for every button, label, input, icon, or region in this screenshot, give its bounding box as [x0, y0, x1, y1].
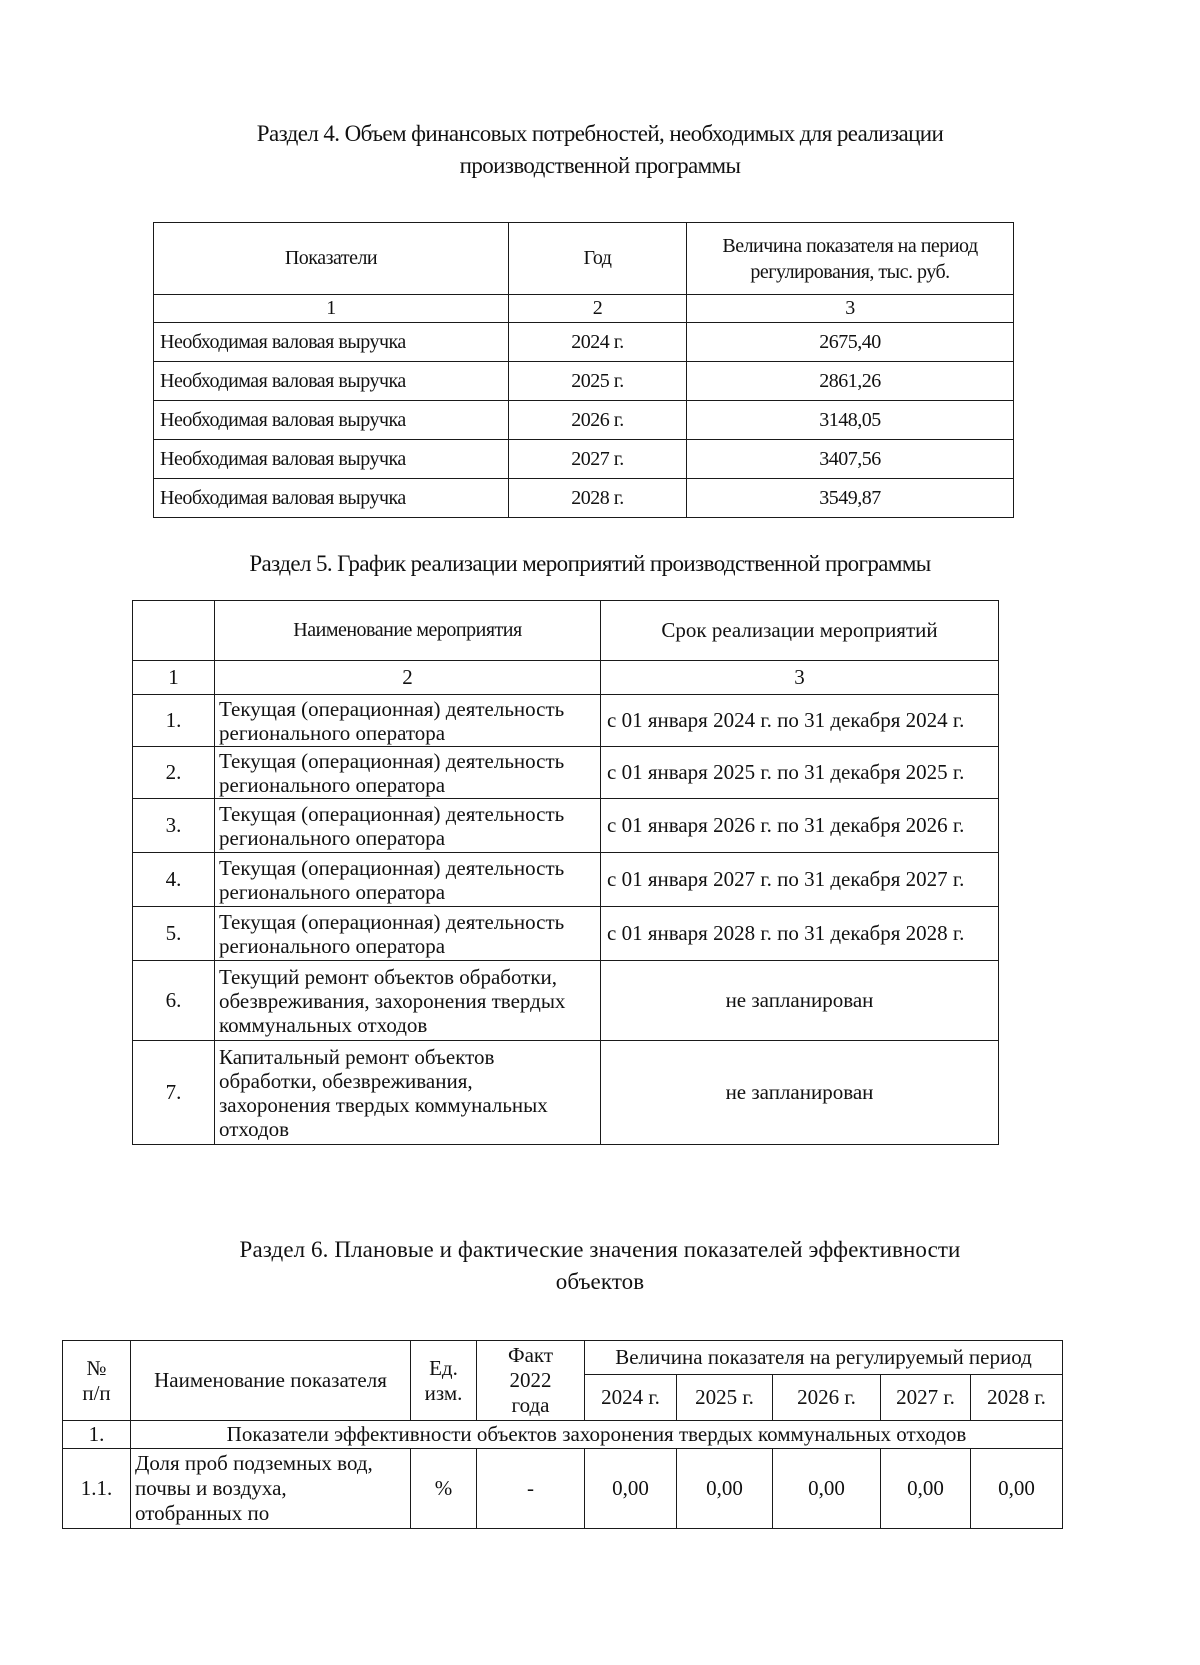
activity-name-line: обезвреживания, захоронения твердых [219, 988, 566, 1013]
table-row [154, 479, 1014, 518]
value-cell: 3549,87 [687, 479, 1014, 518]
year-cell: 2024 г. [509, 323, 687, 362]
value-cell: 3407,56 [687, 440, 1014, 479]
header-num [63, 1341, 131, 1421]
activity-term: не запланирован [601, 961, 999, 1041]
row-number: 4. [133, 853, 215, 907]
col-number: 2 [509, 295, 687, 323]
indicator-cell: Необходимая валовая выручка [154, 323, 509, 362]
header-unit-line: Ед. [429, 1355, 458, 1380]
section4-title-line1: Раздел 4. Объем финансовых потребностей, необходимых для реализации [256, 121, 944, 146]
header-fact [477, 1341, 585, 1421]
header-value [687, 223, 1014, 295]
fact-cell: - [477, 1449, 585, 1529]
year-cell: 2026 г. [509, 401, 687, 440]
value-cell: 2675,40 [687, 323, 1014, 362]
header-num [133, 601, 215, 661]
col-number: 2 [215, 661, 601, 695]
header-value-line1: Величина показателя на период [722, 234, 978, 257]
activity-name-line: Текущий ремонт объектов обработки, [219, 964, 558, 989]
table-row [154, 362, 1014, 401]
efficiency-indicators-table [62, 1340, 1063, 1529]
indicator-name [131, 1449, 411, 1529]
activity-name-line: регионального оператора [219, 720, 446, 745]
activity-name [215, 799, 601, 853]
table-header-row [154, 223, 1014, 295]
activity-name-line: регионального оператора [219, 879, 446, 904]
section6-title-line2: объектов [555, 1269, 645, 1294]
header-value-line2: регулирования, тыс. руб. [750, 260, 950, 283]
group-number: 1. [63, 1421, 131, 1449]
value-cell: 0,00 [677, 1449, 773, 1529]
indicator-cell: Необходимая валовая выручка [154, 440, 509, 479]
table-row [133, 1041, 999, 1145]
table-row [154, 440, 1014, 479]
column-number-row [154, 295, 1014, 323]
activity-name-line: захоронения твердых коммунальных [219, 1092, 548, 1117]
schedule-table [132, 600, 999, 1145]
activity-name-line: Текущая (операционная) деятельность [219, 801, 565, 826]
row-number: 1. [133, 695, 215, 747]
header-fact-line: 2022 [509, 1368, 552, 1392]
row-number: 3. [133, 799, 215, 853]
header-fact-line: года [511, 1393, 550, 1417]
table-row [154, 401, 1014, 440]
activity-term: с 01 января 2027 г. по 31 декабря 2027 г. [601, 853, 999, 907]
header-term: Срок реализации мероприятий [601, 601, 999, 661]
activity-name-line: Текущая (операционная) деятельность [219, 855, 565, 880]
activity-name [215, 961, 601, 1041]
activity-name [215, 1041, 601, 1145]
activity-name-line: Текущая (операционная) деятельность [219, 748, 565, 773]
header-num-line: п/п [82, 1380, 111, 1405]
header-num-line: № [86, 1355, 107, 1380]
year-cell: 2028 г. [509, 479, 687, 518]
table-row [154, 323, 1014, 362]
value-cell: 2861,26 [687, 362, 1014, 401]
group-row [63, 1421, 1063, 1449]
indicator-cell: Необходимая валовая выручка [154, 362, 509, 401]
col-number: 1 [154, 295, 509, 323]
col-number: 3 [687, 295, 1014, 323]
activity-term: с 01 января 2024 г. по 31 декабря 2024 г. [601, 695, 999, 747]
indicator-name-line: Доля проб подземных вод, [135, 1451, 373, 1475]
year-cell: 2027 г. [509, 440, 687, 479]
section6-title [130, 1234, 1070, 1298]
group-label: Показатели эффективности объектов захоронения твердых коммунальных отходов [131, 1421, 1063, 1449]
header-year: 2026 г. [773, 1375, 881, 1421]
year-cell: 2025 г. [509, 362, 687, 401]
header-indicator-name: Наименование показателя [131, 1341, 411, 1421]
table-header-row [63, 1341, 1063, 1375]
activity-name-line: регионального оператора [219, 825, 446, 850]
value-cell: 0,00 [971, 1449, 1063, 1529]
activity-name [215, 695, 601, 747]
activity-name [215, 907, 601, 961]
value-cell: 0,00 [881, 1449, 971, 1529]
activity-name-line: регионального оператора [219, 772, 446, 797]
table-row [63, 1449, 1063, 1529]
indicator-cell: Необходимая валовая выручка [154, 479, 509, 518]
activity-name-line: коммунальных отходов [219, 1012, 428, 1037]
indicator-name-line: отобранных по [135, 1501, 270, 1525]
header-year: 2028 г. [971, 1375, 1063, 1421]
table-row [133, 695, 999, 747]
header-indicators: Показатели [154, 223, 509, 295]
section4-title [150, 118, 1050, 182]
activity-name-line: обработки, обезвреживания, [219, 1068, 473, 1093]
financial-needs-table [153, 222, 1014, 518]
table-row [133, 961, 999, 1041]
value-cell: 3148,05 [687, 401, 1014, 440]
header-regulated-period: Величина показателя на регулируемый период [585, 1341, 1063, 1375]
unit-cell: % [411, 1449, 477, 1529]
header-year: 2024 г. [585, 1375, 677, 1421]
header-unit-line: изм. [424, 1380, 463, 1405]
table-row [133, 799, 999, 853]
indicator-cell: Необходимая валовая выручка [154, 401, 509, 440]
activity-name-line: Капитальный ремонт объектов [219, 1044, 495, 1069]
activity-name [215, 747, 601, 799]
activity-term: с 01 января 2028 г. по 31 декабря 2028 г. [601, 907, 999, 961]
row-number: 6. [133, 961, 215, 1041]
activity-term: с 01 января 2025 г. по 31 декабря 2025 г. [601, 747, 999, 799]
activity-name-line: Текущая (операционная) деятельность [219, 696, 565, 721]
value-cell: 0,00 [773, 1449, 881, 1529]
activity-name [215, 853, 601, 907]
table-row [133, 853, 999, 907]
section5-title: Раздел 5. График реализации мероприятий производственной программы [249, 551, 931, 576]
table-row [133, 907, 999, 961]
header-activity-name: Наименование мероприятия [215, 601, 601, 661]
activity-name-line: регионального оператора [219, 933, 446, 958]
header-fact-line: Факт [507, 1343, 553, 1367]
value-cell: 0,00 [585, 1449, 677, 1529]
row-number: 7. [133, 1041, 215, 1145]
section6-title-line1: Раздел 6. Плановые и фактические значения показателей эффективности [239, 1237, 961, 1262]
col-number: 3 [601, 661, 999, 695]
activity-term: не запланирован [601, 1041, 999, 1145]
header-year: 2027 г. [881, 1375, 971, 1421]
section4-title-line2: производственной программы [459, 153, 741, 178]
table-header-row [133, 601, 999, 661]
activity-term: с 01 января 2026 г. по 31 декабря 2026 г. [601, 799, 999, 853]
row-number: 2. [133, 747, 215, 799]
indicator-name-line: почвы и воздуха, [135, 1476, 287, 1500]
header-unit [411, 1341, 477, 1421]
header-year: 2025 г. [677, 1375, 773, 1421]
activity-name-line: отходов [219, 1116, 290, 1141]
col-number: 1 [133, 661, 215, 695]
row-number: 5. [133, 907, 215, 961]
activity-name-line: Текущая (операционная) деятельность [219, 909, 565, 934]
column-number-row [133, 661, 999, 695]
row-number: 1.1. [63, 1449, 131, 1529]
header-year: Год [509, 223, 687, 295]
table-row [133, 747, 999, 799]
